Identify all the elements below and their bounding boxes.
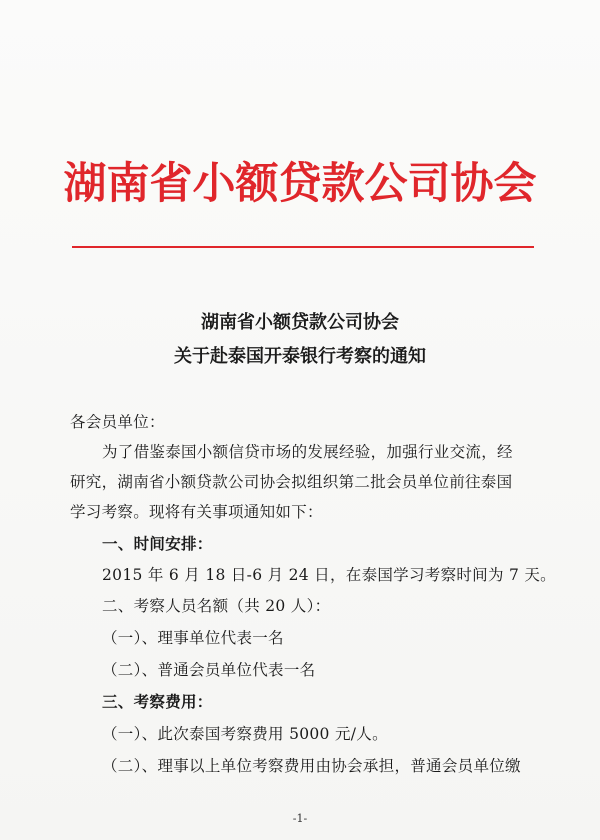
paragraph-1-line-2: 研究，湖南省小额贷款公司协会拟组织第二批会员单位前往泰国: [70, 473, 513, 491]
page-number: -1-: [292, 812, 308, 825]
section-2-heading: 二、考察人员名额（共 20 人）：: [102, 597, 331, 615]
section-2-item-1: （一）、理事单位代表一名: [102, 629, 284, 647]
paragraph-1-line-3: 学习考察。现将有关事项通知如下：: [70, 503, 323, 521]
letterhead-red-rule: [72, 246, 534, 248]
section-1-heading: 一、时间安排：: [102, 534, 213, 553]
section-2-item-2: （二）、普通会员单位代表一名: [102, 661, 316, 679]
section-3-item-2: （二）、理事以上单位考察费用由协会承担，普通会员单位缴: [102, 757, 521, 775]
paragraph-1-line-1: 为了借鉴泰国小额信贷市场的发展经验，加强行业交流，经: [102, 443, 513, 461]
salutation: 各会员单位：: [70, 413, 165, 431]
section-1-text: 2015 年 6 月 18 日-6 月 24 日，在泰国学习考察时间为 7 天。: [102, 566, 556, 584]
letterhead-title: 湖南省小额贷款公司协会: [63, 159, 537, 209]
section-3-item-1: （一）、此次泰国考察费用 5000 元/人。: [102, 725, 388, 743]
notice-title-line-1: 湖南省小额贷款公司协会: [201, 312, 399, 333]
notice-title-line-2: 关于赴泰国开泰银行考察的通知: [174, 346, 426, 367]
section-3-heading: 三、考察费用：: [102, 692, 213, 711]
